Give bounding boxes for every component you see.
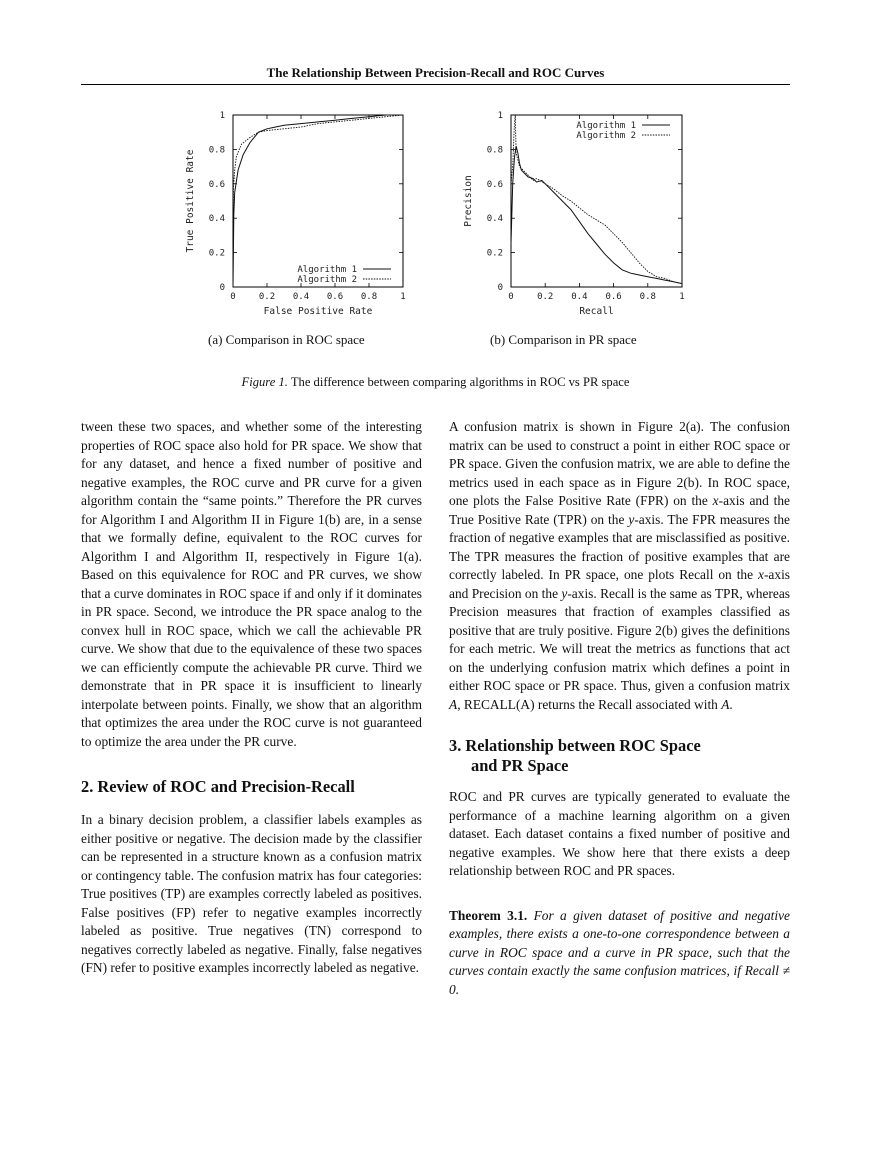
math-y: y (628, 511, 635, 527)
series-line-2 (233, 115, 403, 287)
plot-frame (233, 115, 403, 287)
x-tick-label: 0.8 (360, 292, 378, 302)
para-text-run: . (729, 696, 733, 712)
section-3-paragraph: ROC and PR curves are typically generated to evaluate the performance of a machine learning algorithm on a given dataset. Each dataset contains a fixed number of positive and negative examples. We show here that there exists a deep relationship between ROC and PR spaces. (449, 789, 790, 878)
theorem-3-1 (449, 907, 790, 1000)
math-A: A (449, 696, 458, 712)
series-line-1 (511, 146, 682, 284)
y-tick-label: 0.2 (208, 248, 225, 259)
x-tick-label: 0.6 (605, 292, 622, 302)
theorem-text: For a given dataset of positive and negative examples, there exists a one-to-one correspondence between a curve in ROC space and a curve in PR space, such that the curves contain exactly the same confusion matrices, if Recall ≠ 0. (449, 907, 790, 997)
x-tick-label: 0 (508, 292, 514, 302)
x-tick-label: 0.2 (537, 292, 554, 302)
y-tick-label: 0 (219, 283, 225, 293)
confusion-matrix-paragraph (449, 418, 790, 714)
x-tick-label: 1 (679, 292, 685, 302)
math-A: A (721, 696, 730, 712)
y-axis-label: Precision (463, 175, 474, 227)
para-text-run: -axis and the True Positive Rate (TPR) on the (449, 493, 790, 527)
page-header-title: The Relationship Between Precision-Recall and ROC Curves (266, 65, 605, 80)
figure-1-plots (0, 0, 893, 330)
y-tick-label: 0.4 (208, 214, 225, 225)
series-line-1 (233, 115, 403, 287)
y-tick-label: 1 (497, 111, 503, 121)
y-tick-label: 1 (219, 111, 225, 121)
y-tick-label: 0.8 (208, 145, 225, 156)
legend-label: Algorithm 1 (576, 121, 636, 131)
y-axis-label: True Positive Rate (185, 149, 196, 253)
section-2-paragraph: In a binary decision problem, a classifier labels examples as either positive or negative. The decision made by the classifier can be represented in a structure known as a confusion matrix or contingency table. The confusion matrix has four categories: True positives (TP) are examples correctly labeled as positives. False positives (FP) refer to negative examples incorrectly labeled as positive. True negatives (TN) correspond to negatives correctly labeled as negative. Finally, false negatives (FN) refer to positive examples incorrectly labeled as negative. (81, 812, 422, 975)
section-2-heading: 2. Review of ROC and Precision-Recall (81, 777, 355, 796)
x-axis-label: Recall (579, 306, 614, 317)
x-axis-label: False Positive Rate (263, 306, 373, 317)
intro-paragraph: tween these two spaces, and whether some of the interesting properties of ROC space also hold for PR space. We show that for any dataset, and hence a fixed number of positive and negative examples, the ROC curve and PR curve for a given algorithm contain the “same points.” Therefore the PR curves for Algorithm I and Algorithm II in Figure 1(b) are, in a sense that we formally define, equivalent to the ROC curves for Algorithm I and Algorithm II, respectively in Figure 1(a). Based on this equivalence for ROC and PR curves, we show that a curve dominates in ROC space if and only if it dominates in PR space. Second, we introduce the PR space analog to the convex hull in ROC space, which we call the achievable PR curve. We show that due to the equivalence of these two spaces we can efficiently compute the achievable PR curve. Third we demonstrate that in PR space it is insufficient to linearly interpolate between points. Finally, we show that an algorithm that optimizes the area under the ROC curve is not guaranteed to optimize the area under the PR curve. (81, 419, 422, 749)
figure-caption-label: Figure 1. (241, 375, 288, 389)
right-column (449, 418, 790, 999)
math-x: x (712, 493, 719, 508)
math-y: y (561, 585, 568, 601)
left-column (81, 418, 422, 978)
para-text-run: -axis. Recall is the same as TPR, whereas Precision measures that fraction of examples classified as positive that are truly positive. Figure 2(b) gives the definitions for each metric. We will treat the metrics as functions that act on the underlying confusion matrix which defines a point in either ROC space or PR space. Thus, given a confusion matrix (449, 585, 790, 693)
y-tick-label: 0.6 (486, 179, 503, 190)
theorem-label: Theorem 3.1. (449, 907, 528, 923)
y-tick-label: 0 (497, 283, 503, 293)
x-tick-label: 0.4 (571, 292, 588, 302)
x-tick-label: 0 (230, 292, 236, 302)
figure-caption-text: The difference between comparing algorithms in ROC vs PR space (290, 375, 630, 389)
section-3-heading-line1: 3. Relationship between ROC Space (449, 736, 701, 755)
y-tick-label: 0.2 (486, 248, 503, 259)
para-text-run: A confusion matrix is shown in Figure 2(a). The confusion matrix can be used to construct a point in either ROC space or PR space. Given the confusion matrix, we are able to define the metrics used in each space as in Figure 2(b). In ROC space, one plots the False Positive Rate (FPR) on the (449, 419, 790, 508)
x-tick-label: 0.8 (639, 292, 656, 302)
math-x: x (758, 567, 764, 582)
x-tick-label: 0.4 (292, 292, 310, 302)
figure-caption (81, 375, 790, 390)
y-tick-label: 0.4 (486, 214, 503, 225)
section-3-heading-line2: and PR Space (471, 756, 569, 775)
x-tick-label: 0.2 (258, 292, 276, 302)
y-tick-label: 0.6 (208, 179, 225, 190)
legend-label: Algorithm 2 (576, 131, 636, 141)
legend-label: Algorithm 2 (297, 275, 357, 285)
section-3-heading (449, 736, 790, 776)
subcaption-roc: (a) Comparison in ROC space (208, 332, 365, 347)
para-text-run: , RECALL(A) returns the Recall associated with (457, 696, 722, 712)
chart-pr (463, 111, 685, 317)
x-tick-label: 0.6 (326, 292, 344, 302)
para-text-run: -axis and Precision on the (449, 567, 790, 601)
chart-roc (185, 111, 406, 317)
y-tick-label: 0.8 (486, 145, 503, 156)
legend-label: Algorithm 1 (297, 265, 357, 275)
para-text-run: -axis. The FPR measures the fraction of negative examples that are misclassified as positive. The TPR measures the fraction of positive examples that are correctly labeled. In PR space, one plots Recall on the (449, 511, 790, 582)
subcaption-pr: (b) Comparison in PR space (490, 332, 637, 347)
x-tick-label: 1 (400, 292, 406, 302)
